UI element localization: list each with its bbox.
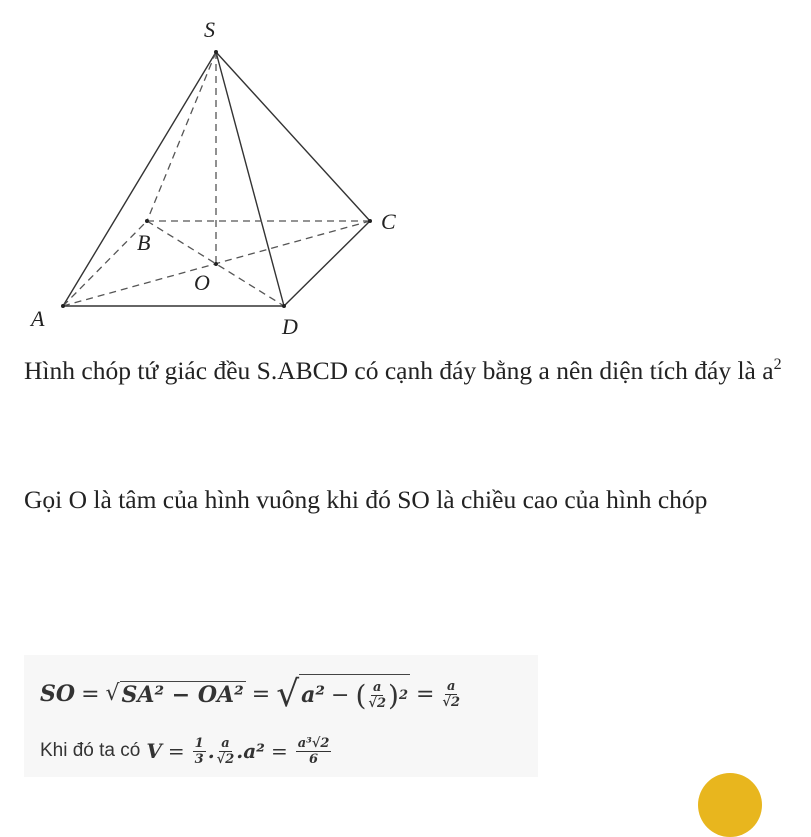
formula-volume xyxy=(40,729,333,773)
sqrt-a2-minus: √ a² − ( $\frac{a}{√2}$ ) 2 xyxy=(276,673,408,715)
equals: = xyxy=(251,681,271,707)
minus: − xyxy=(331,682,350,708)
superscript: 2 xyxy=(773,356,782,373)
equals: = xyxy=(167,739,185,763)
label-A: A xyxy=(31,306,45,331)
power: 2 xyxy=(398,687,408,703)
volume-prefix: Khi đó ta có xyxy=(40,740,141,761)
frac-a-sqrt2: $\frac{a}{√2}$ xyxy=(368,679,386,711)
edge-SB xyxy=(147,52,216,221)
label-S: S xyxy=(204,17,215,42)
paragraph-height: Gọi O là tâm của hình vuông khi đó SO là chiều cao của hình chóp xyxy=(24,485,708,514)
formula-image xyxy=(24,655,538,777)
radicand: SA² − OA² xyxy=(121,681,244,708)
paragraph-base-area xyxy=(24,349,804,393)
a-squared: a² xyxy=(301,682,326,708)
label-O: O xyxy=(194,270,210,295)
symbol-v: V xyxy=(146,739,162,763)
label-D: D xyxy=(282,314,298,339)
frac-1-3: $\frac{1}{3}$ xyxy=(194,735,204,767)
equals: = xyxy=(415,681,435,707)
result-frac: $\frac{a}{√2}$ xyxy=(442,678,461,710)
a-squared: a² xyxy=(243,739,265,763)
frac-a-sqrt2: $\frac{a}{√2}$ xyxy=(216,735,235,767)
edge-DC xyxy=(284,221,370,306)
equals: = xyxy=(81,681,100,707)
equals: = xyxy=(270,739,288,763)
symbol-so: SO xyxy=(40,681,76,707)
label-C: C xyxy=(381,209,396,234)
dot: . xyxy=(236,739,244,763)
edge-AB xyxy=(63,221,147,306)
dot: . xyxy=(207,739,215,763)
edge-SA xyxy=(63,52,216,306)
sqrt-sa-oa: √ SA² − OA² xyxy=(105,680,244,708)
paragraph-text: Hình chóp tứ giác đều S.ABCD có cạnh đáy bằng a nên diện tích đáy là a xyxy=(24,356,774,385)
formula-so xyxy=(40,669,462,719)
pyramid-diagram xyxy=(0,0,420,345)
label-B: B xyxy=(137,230,151,255)
result-frac: $\frac{\text{a³√2}}{6}$ xyxy=(297,735,330,767)
